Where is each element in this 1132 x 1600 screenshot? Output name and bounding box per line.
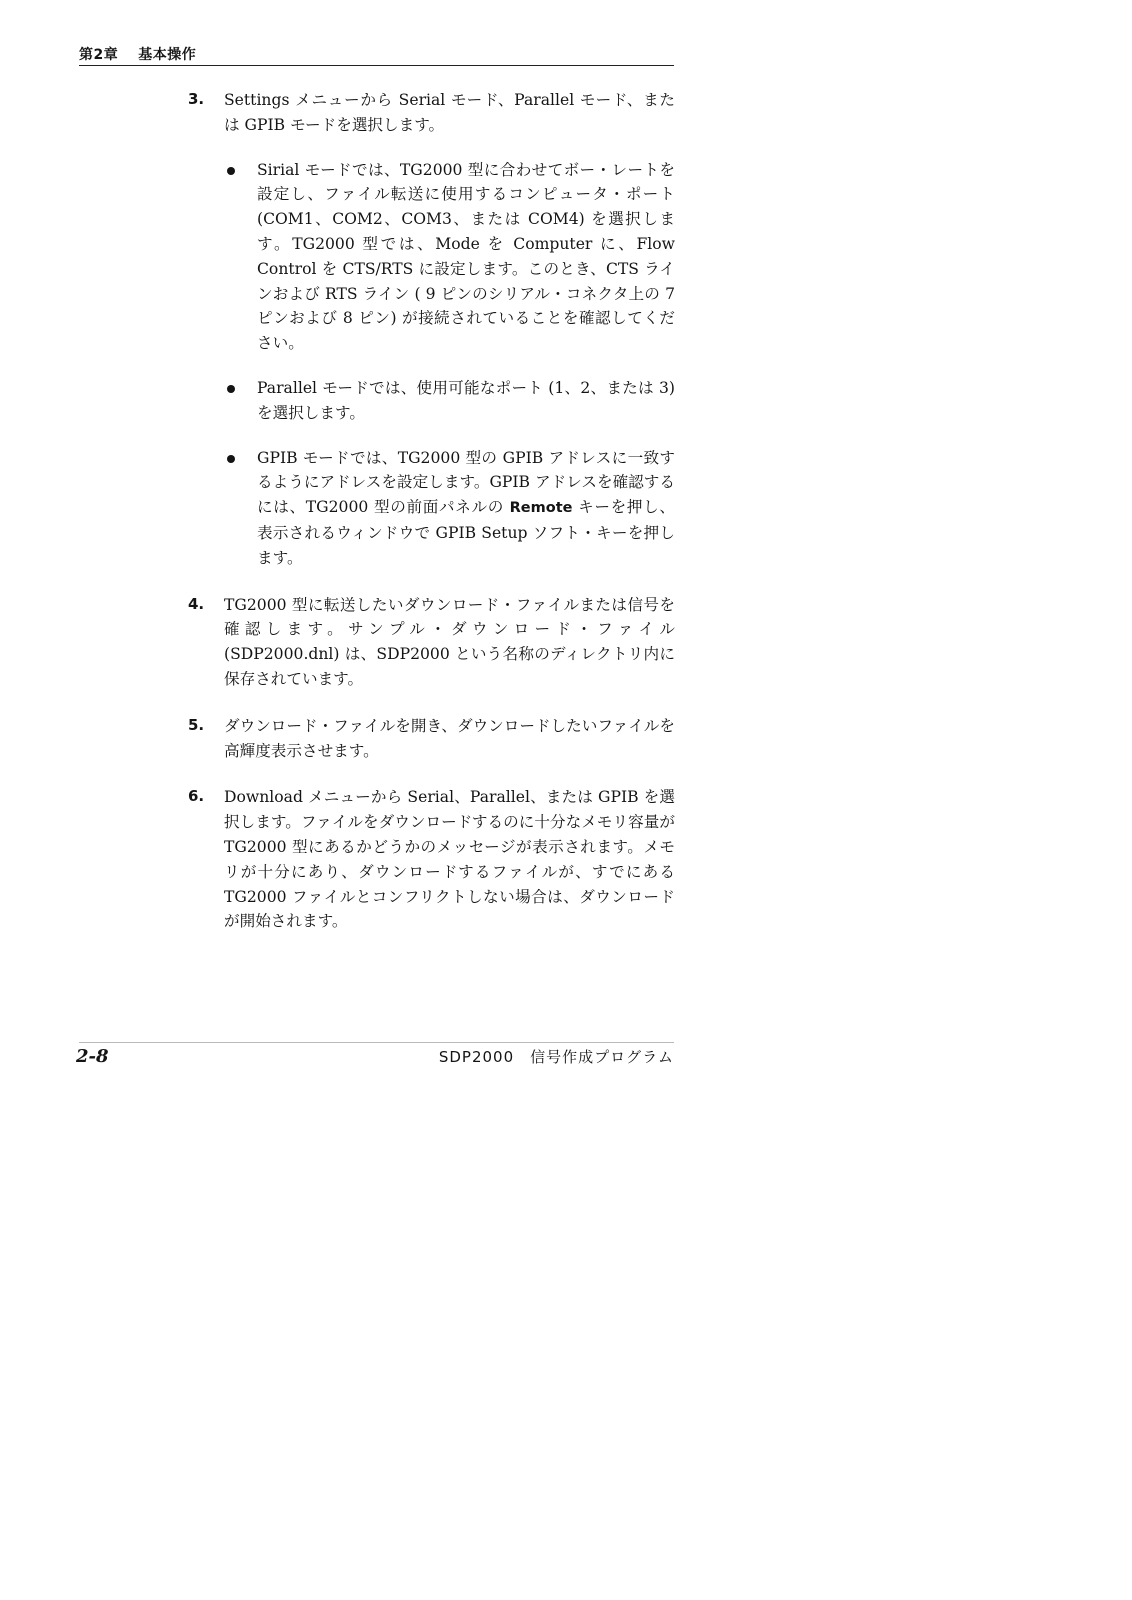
step-text: TG2000 型に転送したいダウンロード・ファイルまたは信号を確認します。サンプル・ダウンロード・ファイル (SDP2000.dnl) は、SDP2000 という名称のディレクトリ内に保存されています。 bbox=[224, 595, 675, 688]
step-6 bbox=[188, 785, 675, 934]
bullet-text: Sirial モードでは、TG2000 型に合わせてボー・レートを設定し、ファイル転送に使用するコンピュータ・ポート (COM1、COM2、COM3、または COM4) を選択します。TG2000 型では、Mode を Computer に、Flow Control を CTS/RTS に設定します。このとき、CTS ラインおよび RTS ライン ( 9 ピンのシリアル・コネクタ上の 7 ピンおよび 8 ピン) が接続されていることを確認してください。 bbox=[257, 160, 675, 353]
step-text: Settings メニューから Serial モード、Parallel モード、または GPIB モードを選択します。 bbox=[224, 91, 675, 134]
bullet-text bbox=[257, 446, 675, 571]
step-number: 6. bbox=[188, 787, 205, 806]
bullet-text-after: キーを押し、表示されるウィンドウで GPIB Setup ソフト・キーを押します。 bbox=[257, 498, 675, 567]
procedure-content bbox=[188, 88, 675, 956]
chapter-number: 第2章 bbox=[79, 47, 119, 63]
step-4 bbox=[188, 593, 675, 692]
bullet-text: Parallel モードでは、使用可能なポート (1、2、または 3) を選択します。 bbox=[257, 378, 675, 422]
bullet-gpib-mode bbox=[224, 446, 675, 571]
remote-key-label: Remote bbox=[509, 500, 573, 517]
bullet-parallel-mode bbox=[224, 376, 675, 426]
step-text: ダウンロード・ファイルを開き、ダウンロードしたいファイルを高輝度表示させます。 bbox=[224, 716, 675, 760]
step-5 bbox=[188, 714, 675, 764]
page-number: 2-8 bbox=[76, 1046, 109, 1067]
running-header bbox=[79, 44, 196, 64]
step-3-bullet-list bbox=[224, 158, 675, 571]
step-number: 3. bbox=[188, 90, 205, 108]
chapter-title: 基本操作 bbox=[138, 47, 197, 63]
bullet-serial-mode bbox=[224, 158, 675, 356]
footer-rule bbox=[79, 1042, 674, 1043]
bullet-icon bbox=[227, 385, 235, 393]
bullet-icon bbox=[227, 455, 235, 463]
step-3 bbox=[188, 88, 675, 571]
bullet-text-before: GPIB モードでは、TG2000 型の GPIB アドレスに一致するようにアドレスを設定します。GPIB アドレスを確認するには、TG2000 型の前面パネルの bbox=[257, 448, 675, 517]
step-number: 5. bbox=[188, 715, 205, 734]
bullet-icon bbox=[227, 167, 235, 175]
document-title: SDP2000 信号作成プログラム bbox=[438, 1048, 674, 1066]
header-rule bbox=[79, 65, 674, 66]
step-number: 4. bbox=[188, 594, 205, 613]
step-text: Download メニューから Serial、Parallel、または GPIB を選択します。ファイルをダウンロードするのに十分なメモリ容量が TG2000 型にあるかどうかのメッセージが表示されます。メモリが十分にあり、ダウンロードするファイルが、すでにある TG2000 ファイルとコンフリクトしない場合は、ダウンロードが開始されます。 bbox=[224, 788, 675, 931]
